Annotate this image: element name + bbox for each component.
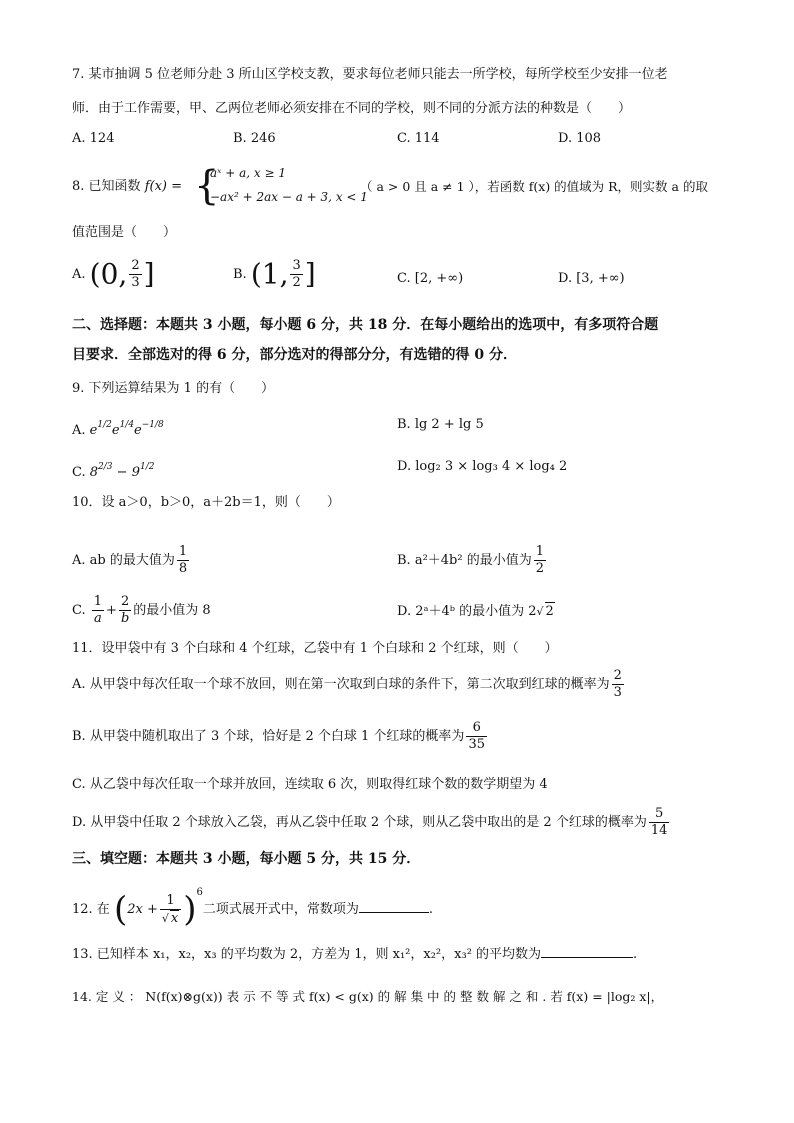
q8-option-a-right: ] (143, 257, 155, 291)
q11-option-c: C. 从乙袋中每次任取一个球并放回，连续取 6 次，则取得红球个数的数学期望为 4 (72, 777, 548, 792)
q12-prefix: 12. 在 (72, 902, 110, 917)
q8-fx: f(x) = (144, 179, 182, 194)
q9-option-a-label: A. (72, 423, 86, 438)
q7-option-d: D. 108 (558, 131, 602, 146)
q9-option-a-expr: $e^{1/2}e^{1/4}e^{-1/8}$ (89, 420, 164, 438)
q8-option-b-fraction (290, 258, 302, 291)
q11-option-b-text: B. 从甲袋中随机取出了 3 个球，恰好是 2 个白球 1 个红球的概率为 (72, 729, 465, 744)
q12 (72, 884, 434, 930)
q10-option-a (72, 544, 191, 577)
q12-answer-blank (359, 912, 429, 913)
q8-option-b-label: B. (233, 267, 247, 282)
q8-prefix-text: 8. 已知函数 (72, 179, 141, 194)
q11-option-a-fraction (612, 668, 624, 701)
q10-option-b-num: 1 (535, 544, 544, 559)
q10-option-b-den: 2 (535, 561, 544, 576)
q11-option-d-den: 14 (650, 823, 668, 838)
q12-right-paren: ) (183, 889, 197, 930)
q8-case-1: aˣ + a, x ≥ 1 (210, 166, 286, 180)
q8-case-2: −ax² + 2ax − a + 3, x < 1 (210, 190, 368, 204)
q14-line-1: 14. 定 义 ： N(f(x)⊗g(x)) 表 示 不 等 式 f(x) < g(x) 的 解 集 中 的 整 数 解 之 和 . 若 f(x) = |log₂ x|， (72, 989, 664, 1004)
q10-option-b-fraction (534, 544, 546, 577)
q12-end: . (428, 902, 434, 917)
q10-option-c-frac-2: $\frac{2}{b}$ (120, 594, 130, 626)
q8-condition: （ a > 0 且 a ≠ 1 ），若函数 f(x) 的值域为 R，则实数 a 的取 (360, 179, 708, 194)
q10-option-a-den: 8 (178, 561, 188, 576)
section-3-line-1: 三、填空题：本题共 3 小题，每小题 5 分，共 15 分． (72, 851, 421, 867)
q11-option-b-num: 6 (466, 720, 487, 737)
q9-option-d: D. log₂ 3 × log₃ 4 × log₄ 2 (397, 459, 568, 474)
q12-suffix: 二项式展开式中，常数项为 (202, 902, 359, 917)
q7-line-2: 师．由于工作需要，甲、乙两位老师必须安排在不同的学校，则不同的分派方法的种数是（ ） (72, 101, 632, 116)
q10-stem: 10．设 a＞0，b＞0，a＋2b＝1，则（ ） (72, 495, 340, 510)
q10-option-c-tail: 的最小值为 8 (133, 603, 211, 618)
q8-option-c: C. [2, +∞) (397, 271, 464, 286)
q8-option-a-fraction (129, 258, 141, 291)
q10-option-b (397, 544, 548, 577)
q9-option-c-expr: $8^{2/3} - 9^{1/2}$ (89, 462, 155, 480)
q7-option-a: A. 124 (72, 131, 115, 146)
q8-piecewise-brace: { (194, 163, 220, 209)
q8-option-d: D. [3, +∞) (558, 271, 625, 286)
q12-fraction: $\frac{1}{√ x}$ (160, 893, 181, 927)
q8-line-2: 值范围是（ ） (72, 225, 177, 240)
q8-option-b-den: 2 (292, 275, 301, 290)
q13-text: 13. 已知样本 x₁，x₂，x₃ 的平均数为 2，方差为 1，则 x₁²，x₂²，x₃² 的平均数为 (72, 947, 542, 962)
q8-option-b (233, 258, 316, 291)
q10-option-d: D. 2ᵃ＋4ᵇ 的最小值为 2√ 2 (397, 604, 554, 619)
q11-option-d-text: D. 从甲袋中任取 2 个球放入乙袋，再从乙袋中任取 2 个球，则从乙袋中取出的是 2 个红球的概率为 (72, 815, 647, 830)
q11-option-b-den: 35 (468, 737, 485, 752)
q11-stem: 11．设甲袋中有 3 个白球和 4 个红球，乙袋中有 1 个白球和 2 个红球，则（ ） (72, 641, 558, 656)
q11-option-d (72, 806, 671, 839)
q11-option-b-fraction (466, 720, 487, 753)
q8-option-a (72, 258, 155, 291)
q11-option-a-num: 2 (613, 668, 622, 683)
q11-option-d-fraction (649, 806, 670, 839)
q8-option-a-left: (0, (89, 257, 128, 291)
q7-option-b: B. 246 (233, 131, 276, 146)
q11-option-b (72, 720, 489, 753)
q8-option-a-label: A. (72, 267, 86, 282)
q10-option-c-label: C. (72, 603, 86, 618)
q13 (72, 946, 637, 964)
q9-option-c (72, 458, 154, 482)
q8-option-a-num: 2 (131, 258, 140, 273)
section-2-line-1: 二、选择题：本题共 3 小题，每小题 6 分，共 18 分．在每小题给出的选项中，有多项符合题 (72, 317, 659, 333)
q8-option-b-num: 3 (292, 258, 301, 273)
q10-option-d-text: D. 2ᵃ＋4ᵇ 的最小值为 2 (397, 604, 537, 619)
q11-option-a-text: A. 从甲袋中每次任取一个球不放回，则在第一次取到白球的条件下，第二次取到红球的概率为 (72, 677, 610, 692)
q12-exponent: 6 (196, 887, 203, 898)
q10-option-a-text: A. ab 的最大值为 (72, 553, 175, 568)
q8-option-a-den: 3 (131, 275, 140, 290)
q10-option-c: C. $\frac{1}{a}$ + $\frac{2}{b}$ 的最小值为 8 (72, 594, 211, 626)
q7-option-c: C. 114 (397, 131, 440, 146)
q9-option-a (72, 416, 164, 440)
q9-stem: 9. 下列运算结果为 1 的有（ ） (72, 381, 275, 396)
q12-left-paren: ( (113, 889, 128, 930)
q10-option-a-fraction (177, 544, 189, 577)
q9-option-b: B. lg 2 + lg 5 (397, 417, 484, 432)
section-2-line-2: 目要求．全部选对的得 6 分，部分选对的得部分分，有选错的得 0 分． (72, 347, 517, 363)
q8-prefix (72, 178, 182, 196)
q13-end: . (633, 947, 638, 962)
q8-option-b-left: (1, (250, 257, 289, 291)
q11-option-a (72, 668, 626, 701)
q10-option-b-text: B. a²＋4b² 的最小值为 (397, 553, 532, 568)
q9-option-c-label: C. (72, 465, 86, 480)
q8-option-b-right: ] (304, 257, 316, 291)
q11-option-a-den: 3 (613, 685, 622, 700)
q10-option-a-num: 1 (178, 544, 188, 559)
q10-option-c-frac-1: $\frac{1}{a}$ (93, 594, 103, 626)
q13-answer-blank (541, 957, 633, 958)
q10-option-d-sqrt: 2 (545, 604, 554, 619)
q12-expr: 2x + (127, 902, 158, 917)
q11-option-d-num: 5 (649, 806, 670, 823)
q7-line-1: 7. 某市抽调 5 位老师分赴 3 所山区学校支教，要求每位老师只能去一所学校，每所学校至少安排一位老 (72, 67, 668, 82)
